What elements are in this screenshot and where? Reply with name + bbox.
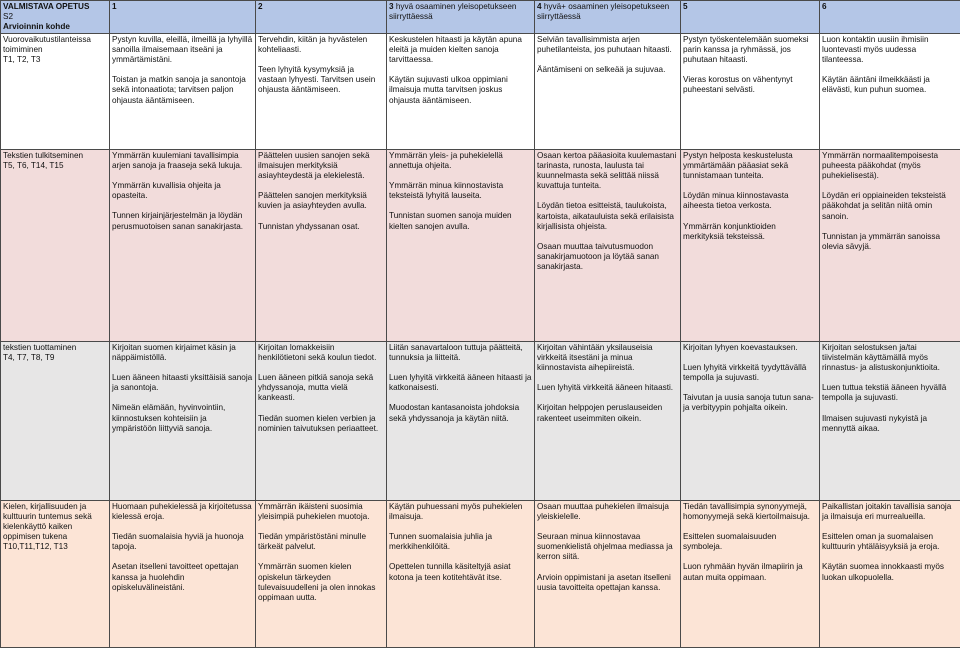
level-6-cell xyxy=(820,33,960,149)
level-4-cell xyxy=(535,33,681,149)
level-number: 6 xyxy=(822,2,827,11)
level-2-cell xyxy=(256,149,387,341)
header-level-1 xyxy=(110,1,256,34)
criterion-label: Kielen, kirjallisuuden ja kulttuurin tuntemus sekä kielenkäyttö kaiken oppimisen tukena xyxy=(3,501,92,542)
level-number: 2 xyxy=(258,2,263,11)
criterion-label: Vuorovaikutustilanteissa toimiminen xyxy=(3,34,91,54)
level-6-cell xyxy=(820,149,960,341)
descriptor-text: Luen lyhyitä virkkeitä ääneen hitaasti ja katkonaisesti. xyxy=(389,373,532,393)
descriptor-text: Osaan kertoa pääasioita kuulemastani tarinasta, runosta, laulusta tai kuunnelmasta sekä selittää niissä kuvattuja tunteita. xyxy=(537,150,677,191)
descriptor-text: Liitän sanavartaloon tuttuja päätteitä, tunnuksia ja liitteitä. xyxy=(389,342,523,362)
header-label-line3: Arvioinnin kohde xyxy=(3,22,70,32)
descriptor-text: Tervehdin, kiitän ja hyvästelen kohteliaasti. xyxy=(258,34,368,54)
descriptor-text: Kirjoitan vähintään yksilauseisia virkkeitä itsestäni ja minua kiinnostavista aihepiireistä. xyxy=(537,342,653,373)
descriptor-text: Ymmärrän minua kiinnostavista teksteistä lyhyitä lauseita. xyxy=(389,181,504,201)
header-label-cell xyxy=(1,1,110,34)
descriptor-text: Käytän suomea innokkaasti myös luokan ulkopuolella. xyxy=(822,562,944,582)
descriptor-text: Ymmärrän kuvallisia ohjeita ja opasteita. xyxy=(112,181,221,201)
descriptor-text: Pystyn kuvilla, eleillä, ilmeillä ja lyhyillä sanoilla ilmaisemaan itseäni ja ymmärtämistäni. xyxy=(112,34,253,65)
descriptor-text: Osaan muuttaa puhekielen ilmaisuja yleiskielelle. xyxy=(537,501,669,521)
descriptor-text: Kirjoitan lomakkeisiin henkilötietoni sekä koulun tiedot. xyxy=(258,342,377,362)
descriptor-text: Opettelen tunnilla käsiteltyjä asiat kotona ja teen kotitehtävät itse. xyxy=(389,562,511,582)
descriptor-text: Luen lyhyitä virkkeitä tyydyttävällä tempolla ja sujuvasti. xyxy=(683,362,807,383)
criterion-label: Tekstien tulkitseminen xyxy=(3,150,84,160)
criterion-label-cell xyxy=(1,149,110,341)
row-vuorovaikutus xyxy=(1,33,960,149)
descriptor-text: Ymmärrän normaalitempoisesta puheesta pääkohdat (myös puhekielisestä). xyxy=(822,150,939,181)
descriptor-text: Esittelen oman ja suomalaisen kulttuurin yhtäläisyyksiä ja eroja. xyxy=(822,532,940,552)
descriptor-text: Ääntämiseni on selkeää ja sujuvaa. xyxy=(537,65,666,75)
descriptor-text: Ymmärrän ikäisteni suosimia yleisimpiä puhekielen muotoja. xyxy=(258,501,370,521)
level-3-cell xyxy=(387,149,535,341)
descriptor-text: Kirjoitan selostuksen ja/tai tiivistelmän käyttämällä myös rinnastus- ja alistuskonjunktioita. xyxy=(822,342,940,373)
level-4-cell xyxy=(535,149,681,341)
descriptor-text: Taivutan ja uusia sanoja tutun sana- ja verbityypin pohjalta oikein. xyxy=(683,393,814,413)
level-1-cell xyxy=(110,500,256,647)
level-5-cell xyxy=(681,500,820,647)
level-5-cell xyxy=(681,149,820,341)
level-5-cell xyxy=(681,341,820,500)
level-number: 5 xyxy=(683,2,688,11)
level-3-cell xyxy=(387,33,535,149)
criterion-codes: T10,T11,T12, T13 xyxy=(3,542,68,552)
descriptor-text: Tunnistan yhdyssanan osat. xyxy=(258,221,360,231)
descriptor-text: Vieras korostus on vähentynyt puheestani selvästi. xyxy=(683,75,793,95)
descriptor-text: Kirjoitan suomen kirjaimet käsin ja näppäimistöllä. xyxy=(112,342,236,362)
descriptor-text: Löydän minua kiinnostavasta aiheesta tietoa verkosta. xyxy=(683,191,789,211)
descriptor-text: Käytän ääntäni ilmeikkäästi ja elävästi, kun puhun suomea. xyxy=(822,75,930,95)
level-1-cell xyxy=(110,149,256,341)
descriptor-text: Tiedän suomalaisia hyviä ja huonoja tapoja. xyxy=(112,532,244,552)
descriptor-text: Luen lyhyitä virkkeitä ääneen hitaasti. xyxy=(537,383,674,393)
criterion-label: tekstien tuottaminen xyxy=(3,342,77,352)
descriptor-text: Tiedän tavallisimpia synonyymejä, homonyymejä sekä kiertoilmaisuja. xyxy=(683,501,810,521)
level-3-cell xyxy=(387,500,535,647)
descriptor-text: Pystyn työskentelemään suomeksi parin kanssa ja ryhmässä, jos puhutaan hitaasti. xyxy=(683,34,809,65)
descriptor-text: Ymmärrän konjunktioiden merkityksiä teksteissä. xyxy=(683,221,776,241)
descriptor-text: Tiedän suomen kielen verbien ja nominien taivutuksen periaatteet. xyxy=(258,413,379,433)
descriptor-text: Ymmärrän kuulemiani tavallisimpia arjen sanoja ja fraaseja sekä lukuja. xyxy=(112,150,243,170)
header-level-6 xyxy=(820,1,960,34)
descriptor-text: Luon ryhmään hyvän ilmapiirin ja autan muita oppimaan. xyxy=(683,562,803,582)
descriptor-text: Asetan itselleni tavoitteet opettajan kanssa ja huolehdin opiskeluvälineistäni. xyxy=(112,562,239,592)
level-number: 4 xyxy=(537,2,542,11)
level-6-cell xyxy=(820,500,960,647)
criterion-label-cell xyxy=(1,341,110,500)
descriptor-text: Löydän eri oppiaineiden teksteistä pääkohdat ja selitän niitä omin sanoin. xyxy=(822,191,946,221)
descriptor-text: Muodostan kantasanoista johdoksia sekä yhdyssanoja ja käytän niitä. xyxy=(389,403,520,423)
descriptor-text: Tunnen suomalaisia juhlia ja merkkihenkilöitä. xyxy=(389,532,493,552)
descriptor-text: Paikallistan joitakin tavallisia sanoja ja ilmaisuja eri murrealueilla. xyxy=(822,501,952,521)
descriptor-text: Löydän tietoa esitteistä, taulukoista, kartoista, aikatauluista sekä erilaisista kirjallisista ohjeista. xyxy=(537,201,674,231)
descriptor-text: Käytän puhuessani myös puhekielen ilmaisuja. xyxy=(389,501,523,521)
header-label-line2: S2 xyxy=(3,12,14,22)
descriptor-text: Päättelen uusien sanojen sekä ilmaisujen merkityksiä asiayhteydestä ja elekielestä. xyxy=(258,150,370,181)
descriptor-text: Tunnistan suomen sanoja muiden kielten sanojen avulla. xyxy=(389,211,512,231)
level-number: 1 xyxy=(112,2,117,11)
descriptor-text: Kirjoitan helppojen peruslauseiden rakenteet useimmiten oikein. xyxy=(537,403,663,423)
row-tekstien-tuottaminen xyxy=(1,341,960,500)
descriptor-text: Luon kontaktin uusiin ihmisiin luontevasti myös uudessa tilanteessa. xyxy=(822,34,929,65)
header-row xyxy=(1,1,960,34)
descriptor-text: Ilmaisen sujuvasti nykyistä ja mennyttä aikaa. xyxy=(822,413,928,433)
descriptor-text: Luen ääneen pitkiä sanoja sekä yhdyssanoja, mutta vielä kankeasti. xyxy=(258,373,374,403)
level-description: hyvä+ osaaminen yleisopetukseen siirryttäessä xyxy=(537,2,670,22)
row-tekstien-tulkitseminen xyxy=(1,149,960,341)
header-level-2 xyxy=(256,1,387,34)
header-level-5 xyxy=(681,1,820,34)
criterion-codes: T1, T2, T3 xyxy=(3,55,41,65)
criterion-label-cell xyxy=(1,33,110,149)
descriptor-text: Arvioin oppimistani ja asetan itselleni uusia tavoitteita opettajan kanssa. xyxy=(537,572,671,592)
level-2-cell xyxy=(256,341,387,500)
descriptor-text: Tiedän ympäristöstäni minulle tärkeät palvelut. xyxy=(258,532,367,552)
descriptor-text: Ymmärrän yleis- ja puhekielellä annettuja ohjeita. xyxy=(389,150,503,170)
descriptor-text: Pystyn helposta keskustelusta ymmärtämään pääasiat sekä tunnistamaan tunteita. xyxy=(683,150,793,181)
descriptor-text: Luen ääneen hitaasti yksittäisiä sanoja ja sanontoja. xyxy=(112,373,253,393)
level-4-cell xyxy=(535,500,681,647)
descriptor-text: Selviän tavallisimmista arjen puhetilanteista, jos puhutaan hitaasti. xyxy=(537,34,672,54)
descriptor-text: Käytän sujuvasti ulkoa oppimiani ilmaisuja mutta tarvitsen joskus ohjausta ääntämiseen. xyxy=(389,75,508,105)
level-5-cell xyxy=(681,33,820,149)
criterion-label-cell xyxy=(1,500,110,647)
descriptor-text: Päättelen sanojen merkityksiä kuvien ja asiayhteyden avulla. xyxy=(258,191,367,211)
descriptor-text: Teen lyhyitä kysymyksiä ja vastaan lyhyesti. Tarvitsen usein ohjausta ääntämiseen. xyxy=(258,65,376,95)
descriptor-text: Osaan muuttaa taivutusmuodon sanakirjamuotoon ja löytää sanan sanakirjasta. xyxy=(537,242,659,272)
descriptor-text: Nimeän elämään, hyvinvointiin, kiinnostuksen kohteisiin ja ympäristöön liittyviä sanoja. xyxy=(112,403,226,433)
row-kielen-kulttuurin-tuntemus xyxy=(1,500,960,647)
descriptor-text: Seuraan minua kiinnostavaa suomenkielistä ohjelmaa mediassa ja kerron siitä. xyxy=(537,532,673,562)
descriptor-text: Esittelen suomalaisuuden symboleja. xyxy=(683,532,777,552)
criterion-codes: T5, T6, T14, T15 xyxy=(3,160,64,170)
level-4-cell xyxy=(535,341,681,500)
level-description: hyvä osaaminen yleisopetukseen siirryttäessä xyxy=(389,2,517,22)
header-level-3 xyxy=(387,1,535,34)
level-1-cell xyxy=(110,33,256,149)
descriptor-text: Tunnen kirjainjärjestelmän ja löydän perusmuotoisen sanan sanakirjasta. xyxy=(112,211,244,231)
descriptor-text: Luen tuttua tekstiä ääneen hyvällä tempolla ja sujuvasti. xyxy=(822,383,947,403)
descriptor-text: Ymmärrän suomen kielen opiskelun tärkeyden tulevaisuudelleni ja olen innokas oppimaan uutta. xyxy=(258,562,376,603)
level-1-cell xyxy=(110,341,256,500)
descriptor-text: Keskustelen hitaasti ja käytän apuna eleitä ja muiden kielten sanoja tarvittaessa. xyxy=(389,34,522,65)
descriptor-text: Tunnistan ja ymmärrän sanoissa olevia sävyjä. xyxy=(822,231,941,252)
level-3-cell xyxy=(387,341,535,500)
header-level-4 xyxy=(535,1,681,34)
descriptor-text: Toistan ja matkin sanoja ja sanontoja sekä intonaatiota; tarvitsen paljon ohjausta ääntämiseen. xyxy=(112,75,246,105)
level-2-cell xyxy=(256,33,387,149)
level-6-cell xyxy=(820,341,960,500)
criterion-codes: T4, T7, T8, T9 xyxy=(3,352,55,362)
level-2-cell xyxy=(256,500,387,647)
level-number: 3 xyxy=(389,2,394,11)
descriptor-text: Kirjoitan lyhyen koevastauksen. xyxy=(683,342,798,352)
descriptor-text: Huomaan puhekielessä ja kirjoitetussa kielessä eroja. xyxy=(112,501,252,521)
header-label-line1: VALMISTAVA OPETUS xyxy=(3,2,90,11)
